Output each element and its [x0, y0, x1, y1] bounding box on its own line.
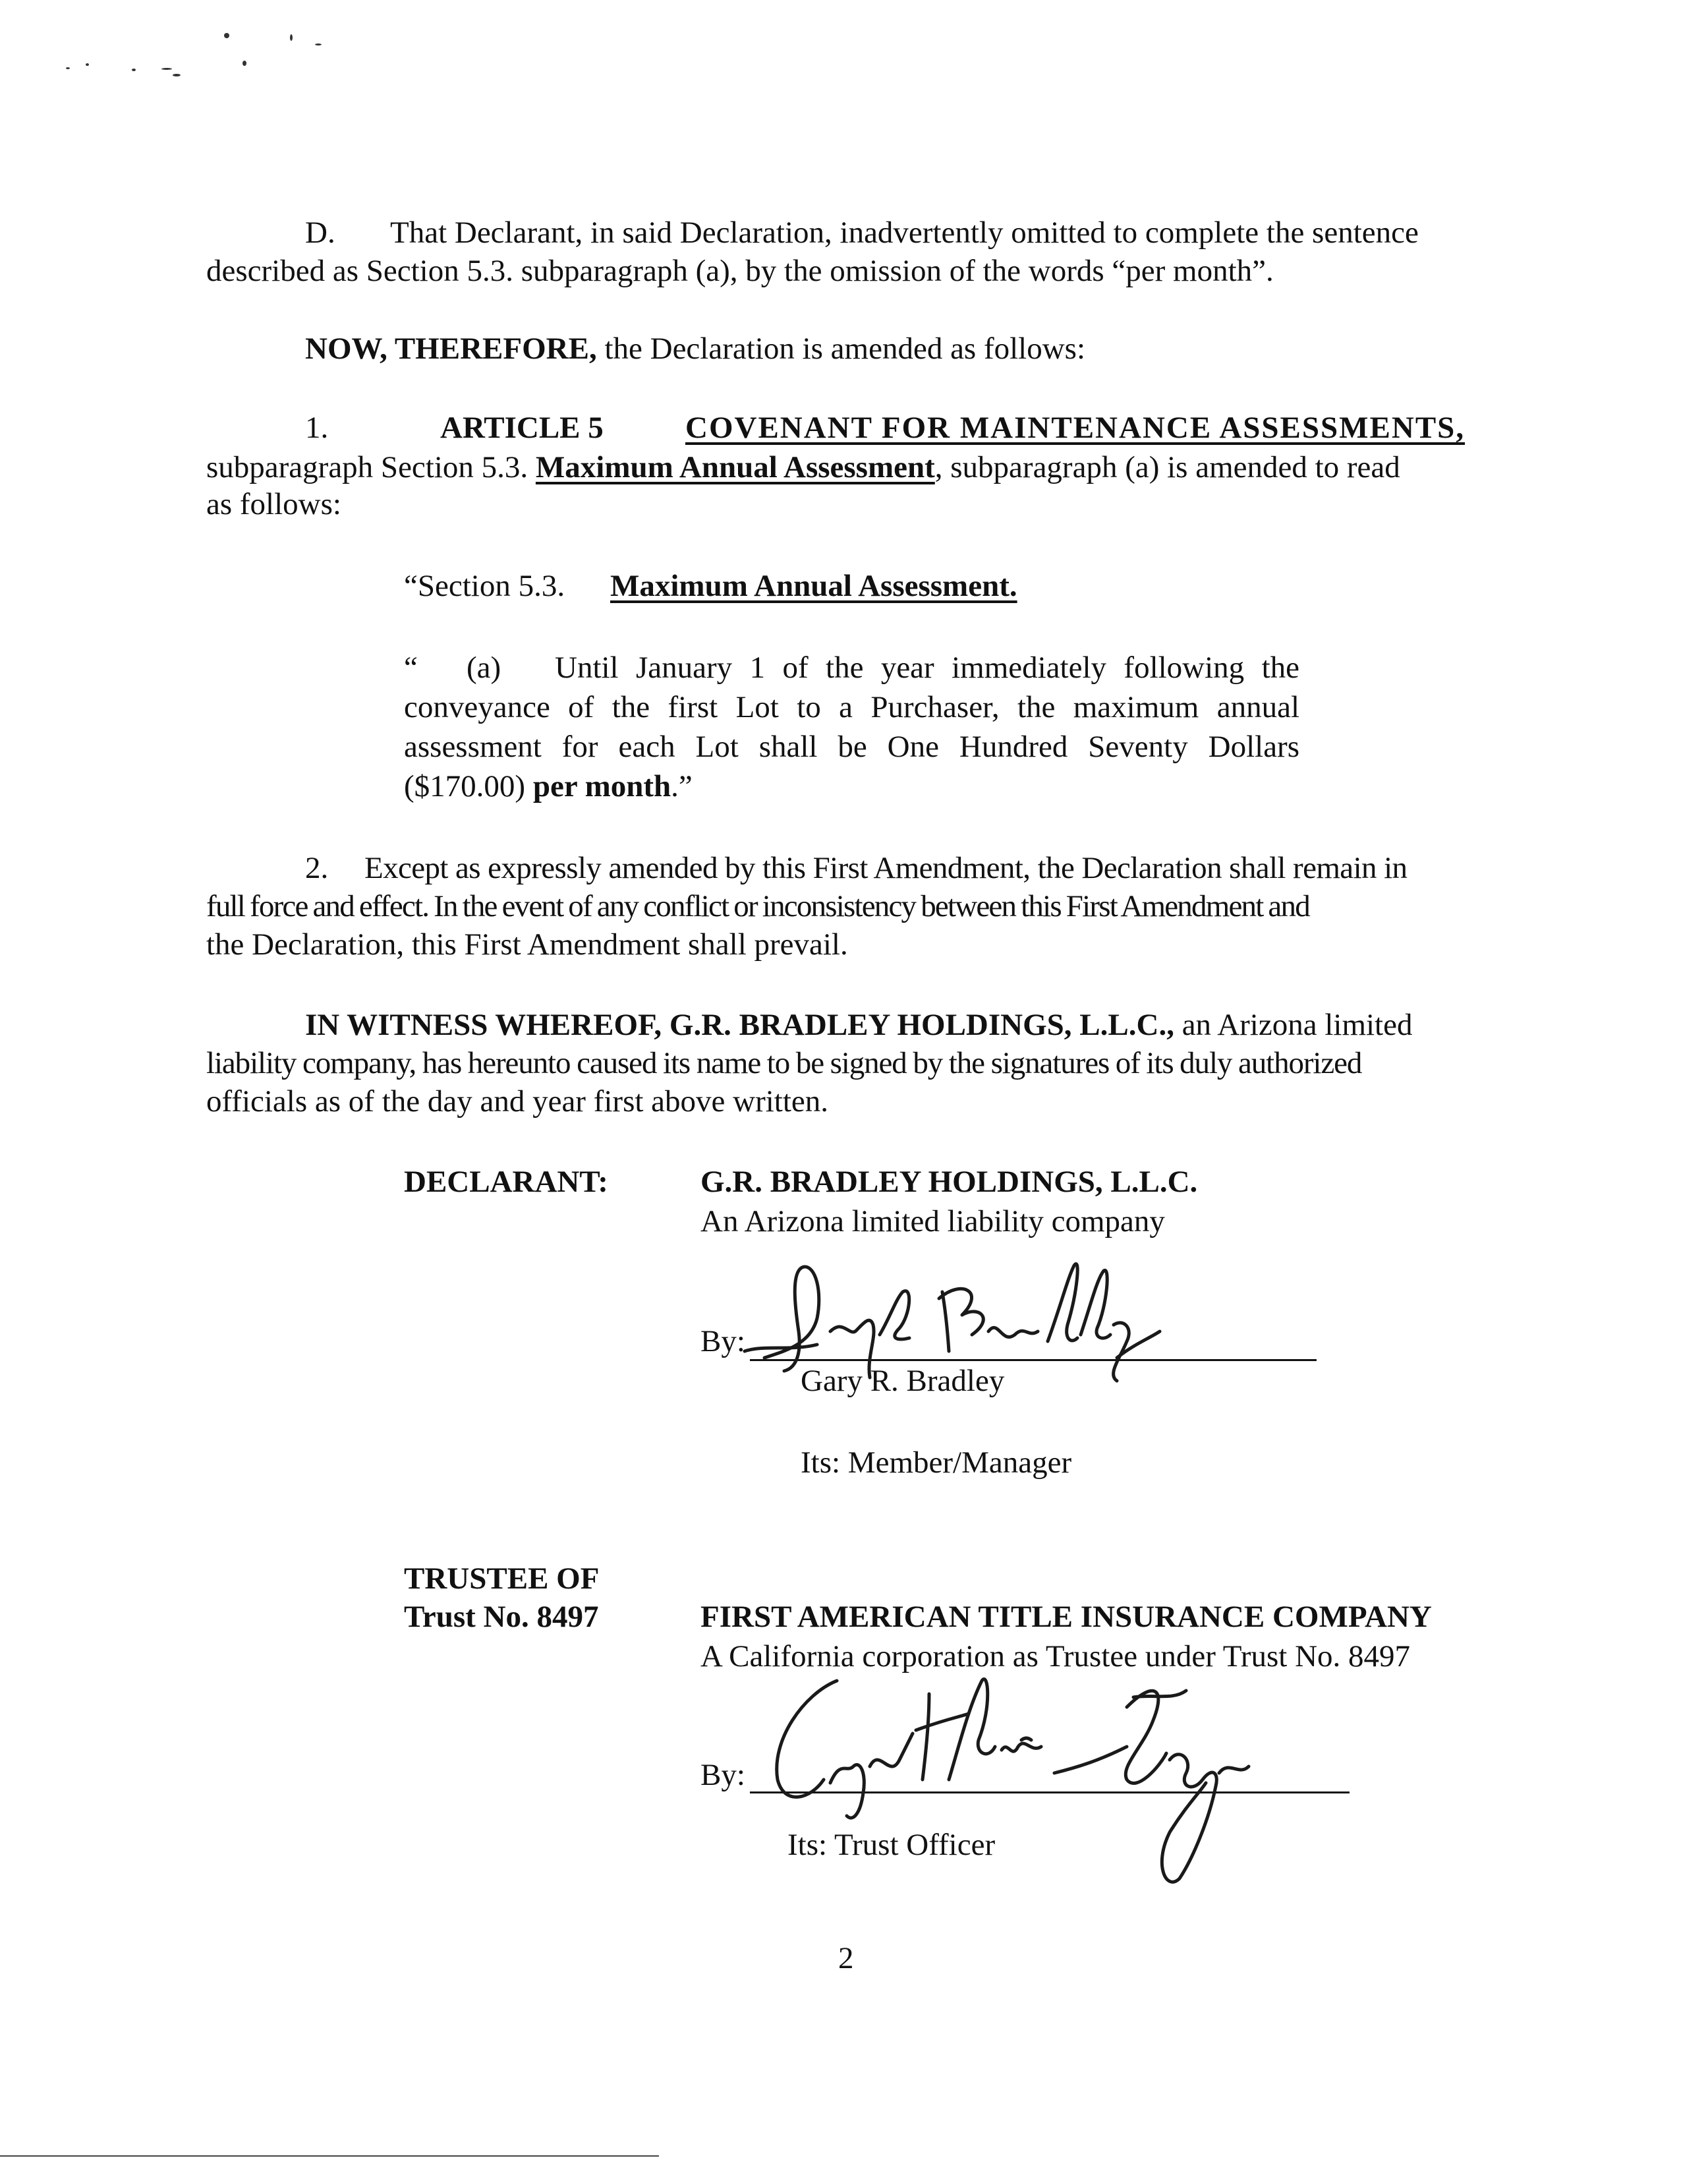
witness-line2: liability company, has hereunto caused its name to be signed by the signatures of its duly authorized [206, 1046, 1362, 1080]
trustee-company-desc: A California corporation as Trustee under Trust No. 8497 [700, 1639, 1411, 1674]
declarant-signer-name: Gary R. Bradley [801, 1364, 1005, 1398]
scan-speck [290, 34, 293, 41]
quote-subparagraph-label: (a) [467, 651, 501, 685]
paragraph-d-line1: That Declarant, in said Declaration, inadvertently omitted to complete the sentence [390, 216, 1419, 250]
trustee-by-label: By: [700, 1758, 745, 1792]
quote-heading-title: Maximum Annual Assessment. [610, 569, 1017, 603]
declarant-company-desc: An Arizona limited liability company [700, 1204, 1165, 1238]
witness-line1-rest: an Arizona limited [1174, 1008, 1413, 1042]
item1-covenant-heading: COVENANT FOR MAINTENANCE ASSESSMENTS, [685, 411, 1466, 445]
quote-line4 [404, 767, 693, 805]
item1-article: ARTICLE 5 [440, 411, 604, 445]
trustee-label-line2: Trust No. 8497 [404, 1600, 599, 1634]
quote-per-month: per month [532, 769, 671, 803]
trustee-its-title: Its: Trust Officer [787, 1828, 996, 1862]
declarant-its-title: Its: Member/Manager [801, 1445, 1072, 1480]
scan-edge-line [0, 2155, 659, 2157]
now-therefore-clause [305, 330, 1085, 368]
item1-maximum-annual-assessment: Maximum Annual Assessment [535, 450, 935, 484]
item1-number: 1. [305, 411, 329, 445]
scan-speck [315, 44, 322, 45]
scan-speck [242, 61, 246, 66]
scan-speck [132, 69, 136, 71]
quote-line2: conveyance of the first Lot to a Purchaser, the maximum annual [404, 690, 1299, 724]
page-number: 2 [838, 1941, 854, 1975]
quote-line1: Until January 1 of the year immediately following the [555, 651, 1299, 685]
witness-line3: officials as of the day and year first above written. [206, 1084, 829, 1119]
scan-speck [173, 74, 181, 76]
declarant-company: G.R. BRADLEY HOLDINGS, L.L.C. [700, 1165, 1198, 1199]
scan-speck [66, 67, 70, 69]
quote-line4-post: .” [671, 769, 693, 803]
scan-speck [224, 33, 229, 38]
quote-line4-pre: ($170.00) [404, 769, 533, 803]
item2-line3: the Declaration, this First Amendment shall prevail. [206, 927, 848, 962]
item2-line2: full force and effect. In the event of any conflict or inconsistency between this First Amendment and [206, 889, 1309, 923]
declarant-by-label: By: [700, 1324, 745, 1358]
scan-speck [86, 63, 89, 66]
scan-speck [161, 68, 172, 70]
declarant-label: DECLARANT: [404, 1165, 608, 1199]
paragraph-d-line2: described as Section 5.3. subparagraph (a), by the omission of the words “per month”. [206, 254, 1274, 288]
trustee-label-line1: TRUSTEE OF [404, 1561, 600, 1596]
trustee-company: FIRST AMERICAN TITLE INSURANCE COMPANY [700, 1600, 1432, 1634]
item1-line2-post: , subparagraph (a) is amended to read [934, 450, 1400, 484]
witness-bold: IN WITNESS WHEREOF, G.R. BRADLEY HOLDINGS, L.L.C., [305, 1008, 1174, 1042]
item1-line2-pre: subparagraph Section 5.3. [206, 450, 536, 484]
quote-open-mark: “ [404, 651, 418, 685]
item1-line2 [206, 448, 1400, 486]
item2-number: 2. [305, 851, 329, 885]
now-therefore-text: the Declaration is amended as follows: [596, 332, 1086, 366]
item2-line1: Except as expressly amended by this First Amendment, the Declaration shall remain in [364, 851, 1408, 885]
paragraph-d-label: D. [305, 216, 335, 250]
item1-line3: as follows: [206, 487, 341, 521]
quote-heading-section: “Section 5.3. [404, 569, 565, 603]
witness-line1 [305, 1006, 1412, 1044]
quote-line3: assessment for each Lot shall be One Hundred Seventy Dollars [404, 730, 1299, 764]
now-therefore-bold: NOW, THEREFORE, [305, 332, 597, 366]
